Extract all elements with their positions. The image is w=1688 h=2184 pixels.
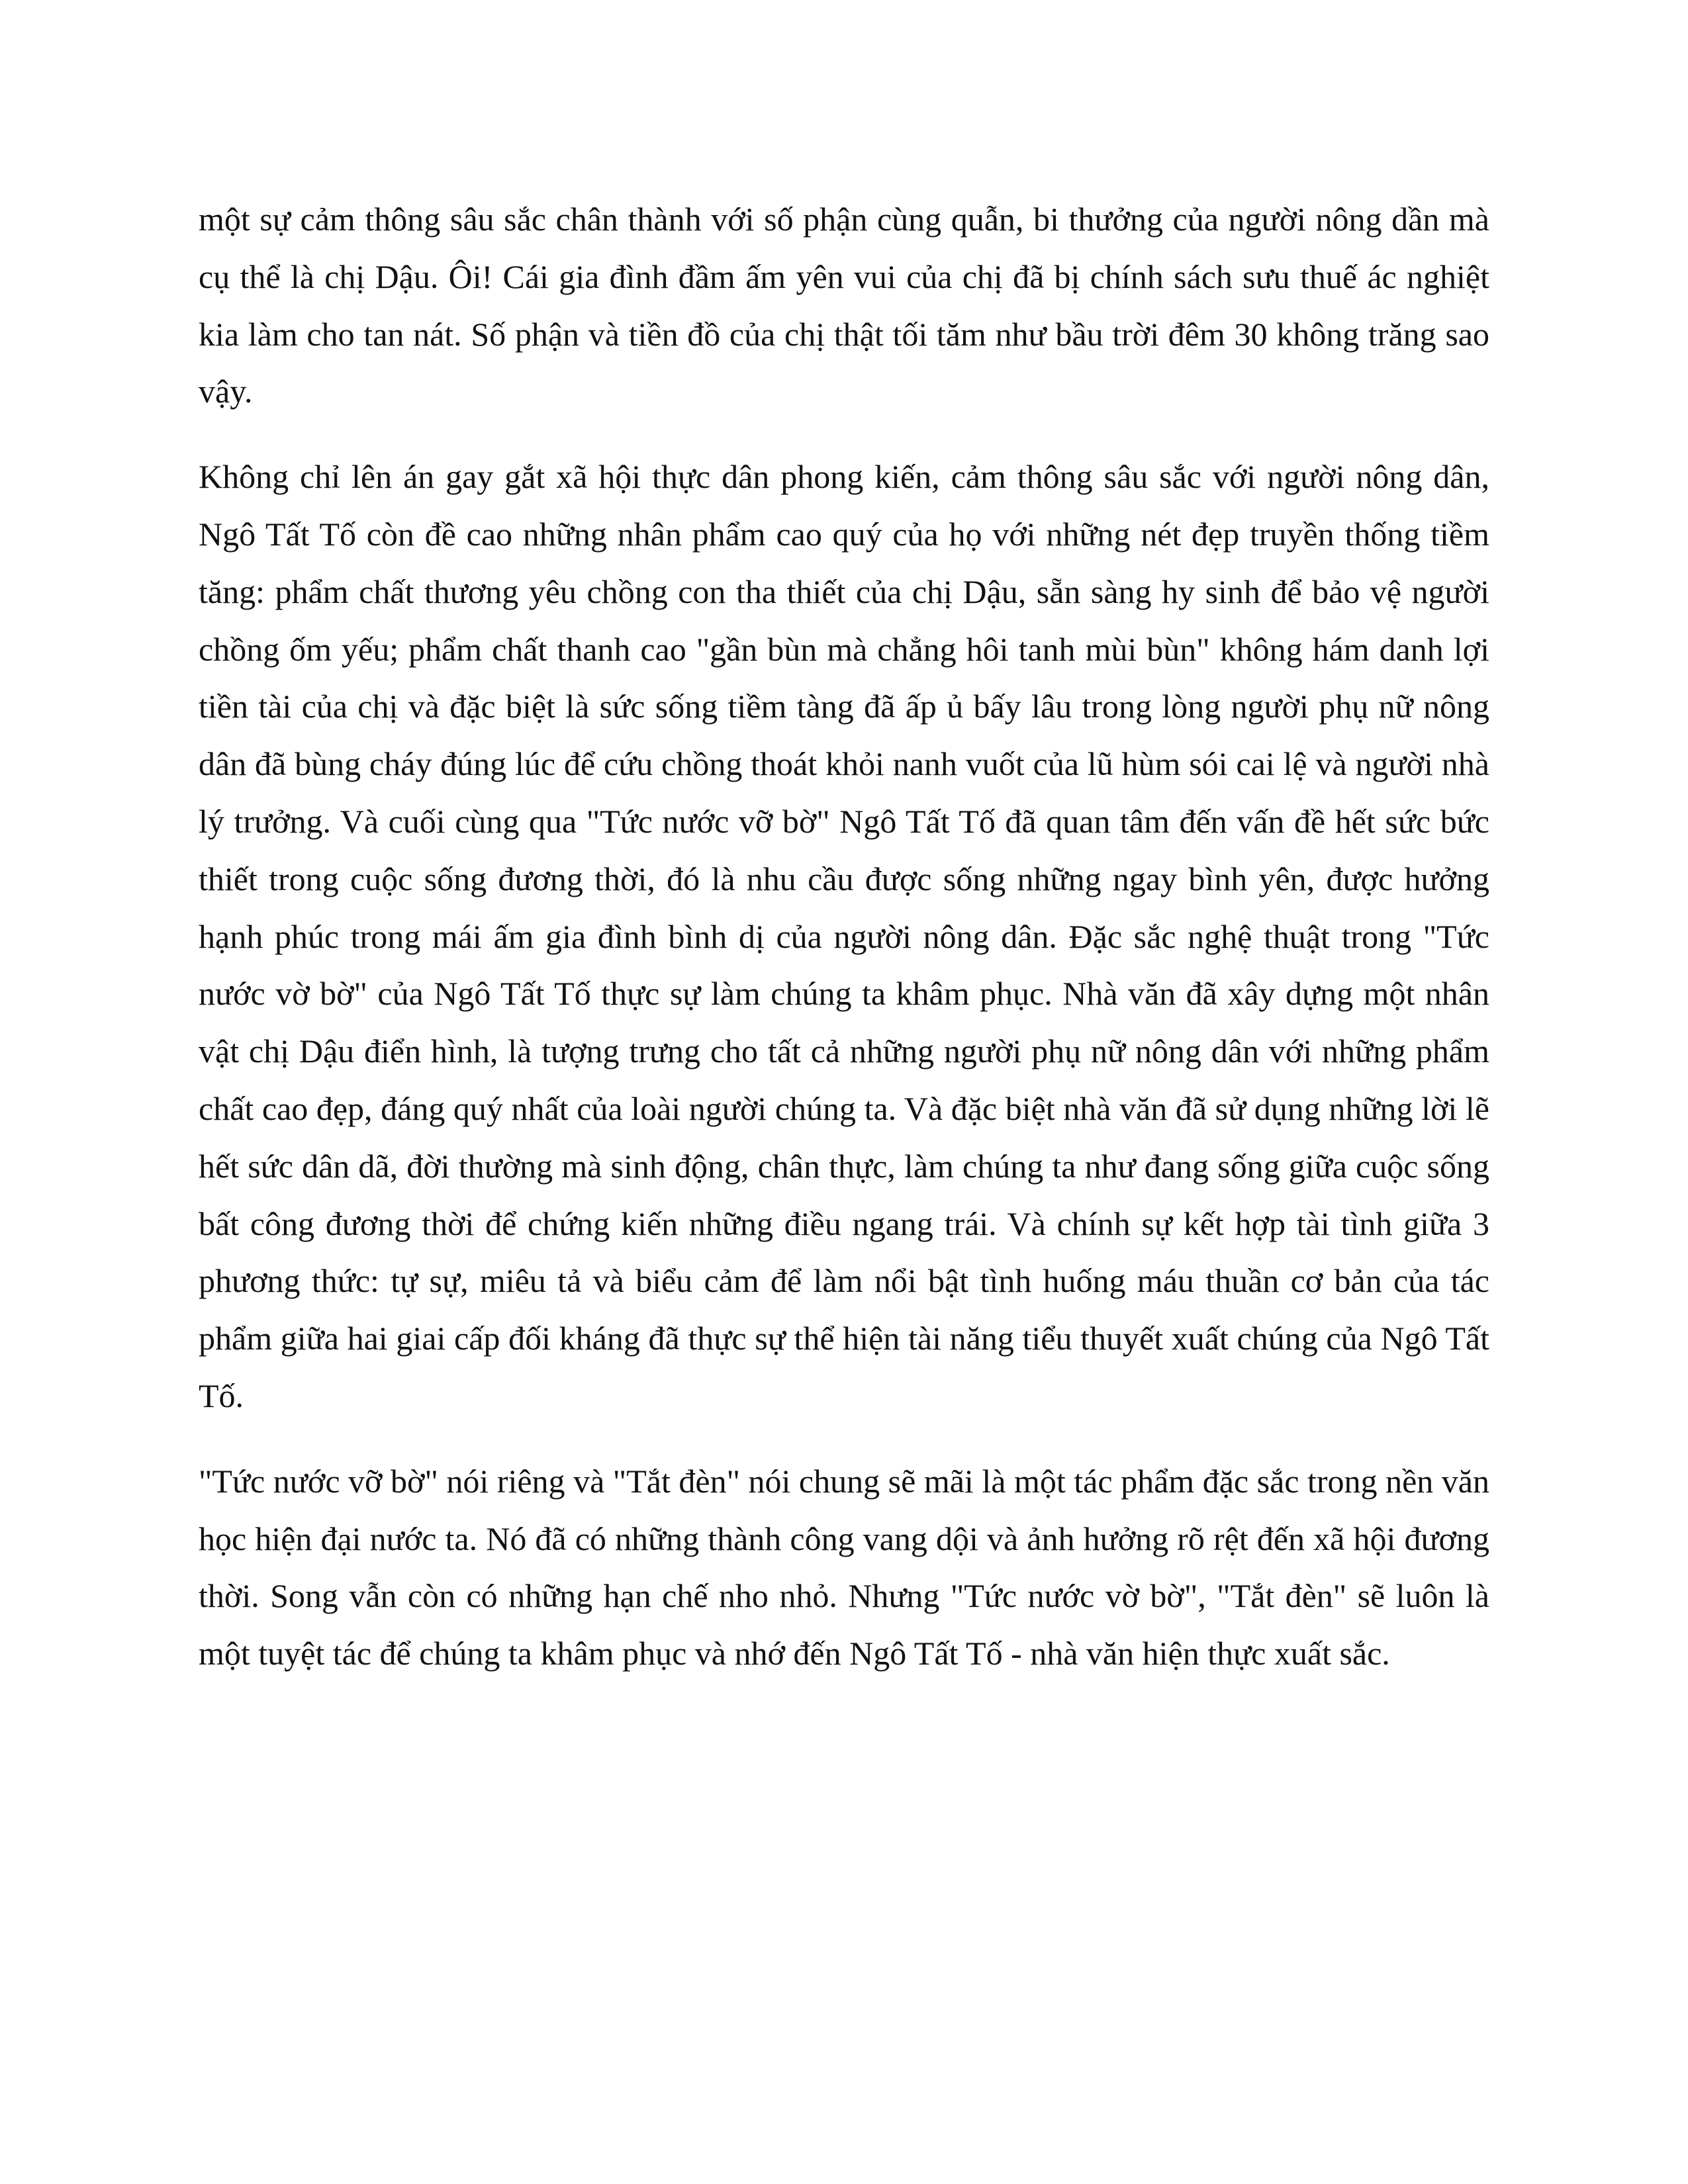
paragraph-3: "Tức nước vỡ bờ" nói riêng và "Tắt đèn" nói chung sẽ mãi là một tác phẩm đặc sắc trong nền văn học hiện đại nước ta. Nó đã có những thành công vang dội và ảnh hưởng rõ rệt đến xã hội đương thời. Song vẫn còn có những hạn chế nho nhỏ. Nhưng "Tức nước vờ bờ", "Tắt đèn" sẽ luôn là một tuyệt tác để chúng ta khâm phục và nhớ đến Ngô Tất Tố - nhà văn hiện thực xuất sắc. xyxy=(199,1462,1489,1672)
document-page xyxy=(199,191,1489,1682)
paragraph-1: một sự cảm thông sâu sắc chân thành với số phận cùng quẫn, bi thưởng của người nông dần mà cụ thể là chị Dậu. Ôi! Cái gia đình đầm ấm yên vui của chị đã bị chính sách sưu thuế ác nghiệt kia làm cho tan nát. Số phận và tiền đồ của chị thật tối tăm như bầu trời đêm 30 không trăng sao vậy. xyxy=(199,201,1489,410)
paragraph-2: Không chỉ lên án gay gắt xã hội thực dân phong kiến, cảm thông sâu sắc với người nông dân, Ngô Tất Tố còn đề cao những nhân phẩm cao quý của họ với những nét đẹp truyền thống tiềm tăng: phẩm chất thương yêu chồng con tha thiết của chị Dậu, sẵn sàng hy sinh để bảo vệ người chồng ốm yếu; phẩm chất thanh cao "gần bùn mà chẳng hôi tanh mùi bùn" không hám danh lợi tiền tài của chị và đặc biệt là sức sống tiềm tàng đã ấp ủ bấy lâu trong lòng người phụ nữ nông dân đã bùng cháy đúng lúc để cứu chồng thoát khỏi nanh vuốt của lũ hùm sói cai lệ và người nhà lý trưởng. Và cuối cùng qua "Tức nước vỡ bờ" Ngô Tất Tố đã quan tâm đến vấn đề hết sức bức thiết trong cuộc sống đương thời, đó là nhu cầu được sống những ngay bình yên, được hưởng hạnh phúc trong mái ấm gia đình bình dị của người nông dân. Đặc sắc nghệ thuật trong "Tức nước vờ bờ" của Ngô Tất Tố thực sự làm chúng ta khâm phục. Nhà văn đã xây dựng một nhân vật chị Dậu điển hình, là tượng trưng cho tất cả những người phụ nữ nông dân với những phẩm chất cao đẹp, đáng quý nhất của loài người chúng ta. Và đặc biệt nhà văn đã sử dụng những lời lẽ hết sức dân dã, đời thường mà sinh động, chân thực, làm chúng ta như đang sống giữa cuộc sống bất công đương thời để chứng kiến những điều ngang trái. Và chính sự kết hợp tài tình giữa 3 phương thức: tự sự, miêu tả và biểu cảm để làm nổi bật tình huống máu thuần cơ bản của tác phẩm giữa hai giai cấp đối kháng đã thực sự thể hiện tài năng tiểu thuyết xuất chúng của Ngô Tất Tố. xyxy=(199,458,1489,1414)
